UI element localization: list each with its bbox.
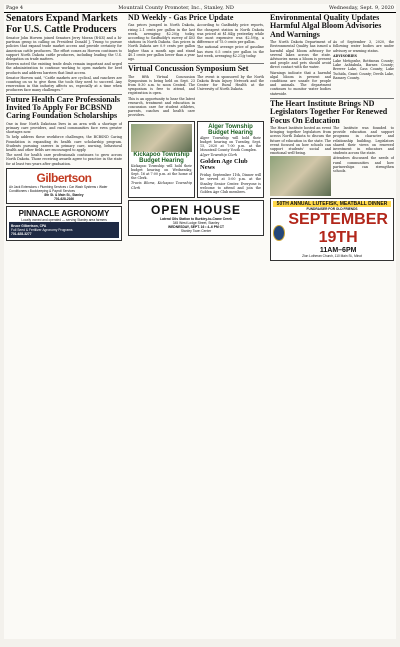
env-p1: The North Dakota Department of Environmental Quality has issued a harmful algal bloom advisory for several lakes across the state. Advisories mean a bloom is present and people and pets should avoid direct contact with the water. bbox=[270, 40, 331, 70]
senators-headline: Senators Expand Markets For U.S. Cattle Producers bbox=[6, 13, 118, 35]
gas-headline: ND Weekly - Gas Price Update bbox=[128, 13, 234, 22]
virtual-headline: Virtual Concussion Symposium Set bbox=[128, 64, 249, 74]
open-house-date: WEDNESDAY, SEPT. 16 • 4–6 PM CT bbox=[168, 225, 224, 230]
pinnacle-detail: Full Seed & Fertilizer Agronomy Programs bbox=[11, 227, 73, 232]
gilbertson-phone: 701-628-2166 bbox=[54, 196, 74, 201]
kickapoo-signature: Travis Bloms, Kickapoo Township Clerk bbox=[131, 181, 192, 190]
gas-p3: The national average price of gasoline has risen 0.5 cents per gallon in the last week, averaging $2.21/g today. bbox=[197, 45, 264, 58]
senators-p1: Senator John Hoeven joined Senators Jerry Moran (R-KS) and a bi-partisan group in calling on President Donald J. Trump to pursue policies that expand trade market access and provide certainty for American cattle producers. The effort comes as Hoeven continues to support North Dakota cattle producers, including leading the U.S. delegation on trade matters. bbox=[6, 36, 122, 62]
page-number: Page 4 bbox=[6, 5, 24, 11]
alger-title: Alger Township Budget Hearing bbox=[208, 123, 253, 136]
env-headline: Environmental Quality Updates Harmful Algal Bloom Advisories And Warnings bbox=[270, 13, 382, 39]
virtual-p3: The event is sponsored by the North Dakota Brain Injury Network and the Center for Rural Health at the University of North Dakota. bbox=[197, 74, 264, 92]
virtual-body bbox=[128, 75, 264, 119]
open-house-address: 345 West Lodge Street, Stanley bbox=[172, 221, 220, 226]
kickapoo-notice bbox=[128, 121, 195, 199]
open-house-subtitle: Lateral Oils Station to Burkley-to-Crane Creek bbox=[160, 217, 232, 222]
senators-p3: Senator Hoeven said, "Cattle markets are cyclical, and ranchers are counting on us to give them the tools they need to succeed. Any reservation in this industry affects us, especially at a time when producers face many challenges." bbox=[6, 75, 122, 93]
heart-body bbox=[270, 126, 394, 196]
golden-age-p1: Friday, September 11th, Dinner will be served at 5:00 p.m. at the Stanley Senior Center. Everyone is welcome to attend and join the Golden Age Club members. bbox=[200, 173, 261, 195]
env-body bbox=[270, 40, 394, 97]
festival-banner: 50TH ANNUAL LUTEFISK, MEATBALL DINNER bbox=[273, 201, 391, 207]
kickapoo-photo bbox=[131, 124, 192, 152]
column-right bbox=[270, 13, 394, 261]
page-header bbox=[4, 4, 396, 13]
future-health-p3: The need for health care professionals continues to grow across North Dakota. Those receiving awards agree to practice in the state for at least two years after graduation. bbox=[6, 153, 122, 166]
column-center bbox=[128, 13, 264, 236]
senators-p2: Hoeven noted the existing trade deals remain important and urged the administration to continue working to open markets for beef products and address barriers that limit access. bbox=[6, 62, 122, 75]
heart-photo bbox=[270, 156, 331, 196]
pinnacle-tagline: Locally owned and operated — serving Stanley area farmers bbox=[21, 217, 107, 222]
gilbertson-services: Air Jack Extensions • Plumbing Services • Car Wash Systems • Water Conditioners • Bookkeeping & Payroll Services bbox=[9, 184, 108, 193]
gilbertson-ad bbox=[6, 168, 122, 204]
church-seal-icon bbox=[273, 225, 285, 241]
heart-p3: Attendees discussed the needs of rural communities and how partnerships can strengthen schools. bbox=[333, 156, 394, 174]
heart-p2: The Institute was founded to provide education and support programs in character and relationship building. Legislators shared their views on renewed investment in educators and students across the state. bbox=[333, 125, 394, 156]
open-house-place: Stanley Town Center bbox=[180, 229, 212, 234]
column-left bbox=[6, 13, 122, 241]
env-list-head: ADVISORIES bbox=[333, 53, 357, 58]
festival-time: 11AM–6PM bbox=[319, 247, 357, 255]
paper-name: Mountrail County Promoter, Inc., Stanley, ND bbox=[118, 5, 234, 11]
future-health-p2: To help address these workforce challenges, the BCBSND Caring Foundation is expanding its health care scholarship program. Students pursuing careers in primary care, nursing, behavioral health and other fields are encouraged to apply. bbox=[6, 135, 122, 153]
virtual-p2: This is an opportunity to hear the latest research, treatment and education in concussion care for student athletes, parents, coaches and health care providers. bbox=[128, 96, 195, 118]
pinnacle-phone: 701-628-3277 bbox=[11, 231, 32, 236]
pinnacle-ad bbox=[6, 206, 122, 241]
alger-signature: Alger Township Clerk bbox=[200, 153, 238, 158]
festival-date-row bbox=[273, 211, 391, 254]
heart-p1: The Heart Institute hosted an event bringing together legislators from across North Dakota to discuss the future of education in the state. The event focused on how schools can support students' social and emotional well-being. bbox=[270, 125, 331, 156]
virtual-p1: The fifth Virtual Concussion Symposium is being held on Sept. 23 from 8:30 a.m. to noon Central. The symposium is free to attend, and registration is open. bbox=[128, 74, 195, 96]
alger-body: Alger Township will hold their budget hearing on Tuesday, Sept. 15, 2020 at 7:00 p.m. at the Mountrail County Youth Complex. bbox=[200, 135, 261, 153]
future-health-headline: Future Health Care Professionals Invited To Apply For BCBSND Caring Foundation Scholarships bbox=[6, 94, 120, 121]
open-house-ad bbox=[128, 200, 264, 236]
env-list: Lake Metigoshe, Bottineau County; Lake Ashtabula, Barnes County; Brewer Lake, Cass County; Lake Tschida, Grant County; Devils Lake, Ramsey County. bbox=[333, 58, 394, 80]
kickapoo-body: Kickapoo Township will hold their budget hearing on Wednesday, Sept. 16 at 7:00 p.m. at the home of the Clerk. bbox=[131, 163, 192, 181]
pinnacle-contact-box bbox=[9, 222, 119, 238]
pinnacle-contact: Bruce Gilbertson, CPA bbox=[11, 223, 47, 228]
kickapoo-title: Kickapoo Township Budget Hearing bbox=[133, 151, 190, 164]
gas-p1: Gas prices jumped in North Dakota, rising 2.1 cents per gallon in the last week, averaging $2.20/g today, according to GasBuddy's survey of 403 stations in North Dakota. Gas prices in North Dakota are 0.9 cents per gallon higher than a month ago and stand 40.1 cents per gallon lower than a year ago. bbox=[128, 23, 195, 62]
festival-place: Zion Lutheran Church, 110 Main St., Minot bbox=[302, 254, 362, 259]
festival-date: SEPTEMBER 19TH bbox=[288, 211, 388, 247]
alger-notice bbox=[197, 121, 264, 199]
festival-ad bbox=[270, 198, 394, 261]
notices-row bbox=[128, 119, 264, 199]
festival-sub: FUNDRAISER FOR OLD FRIENDS bbox=[306, 207, 358, 212]
env-p2: Warnings indicate that a harmful algal bloom is present and conditions are unsafe for people and animals. The department continues to monitor water bodies statewide. bbox=[270, 70, 331, 96]
future-health-p1: One in four North Dakotans lives in an area with a shortage of primary care providers, and rural communities face even greater shortages now. bbox=[6, 121, 122, 135]
gas-body bbox=[128, 23, 264, 62]
heart-headline: The Heart Institute Brings ND Legislators Together For Renewed Focus On Education bbox=[270, 98, 388, 125]
pinnacle-title: PINNACLE AGRONOMY bbox=[18, 208, 110, 218]
newspaper-page bbox=[4, 4, 396, 639]
golden-age-headline: Golden Age Club News bbox=[200, 157, 248, 172]
env-p3: As of September 3, 2020, the following water bodies are under advisory or warning status. bbox=[333, 40, 394, 53]
gas-p2: According to GasBuddy price reports, the cheapest station in North Dakota was priced at $1.84/g yesterday while the most expensive was $2.59/g, a difference of 75.0 cents per gallon. bbox=[197, 23, 264, 45]
open-house-title: OPEN HOUSE bbox=[150, 203, 241, 218]
gilbertson-address: 8th St. & Main St., Stanley bbox=[44, 192, 84, 197]
issue-date: Wednesday, Sept. 9, 2020 bbox=[328, 5, 394, 11]
gilbertson-logo: Gilbertson bbox=[36, 170, 92, 185]
